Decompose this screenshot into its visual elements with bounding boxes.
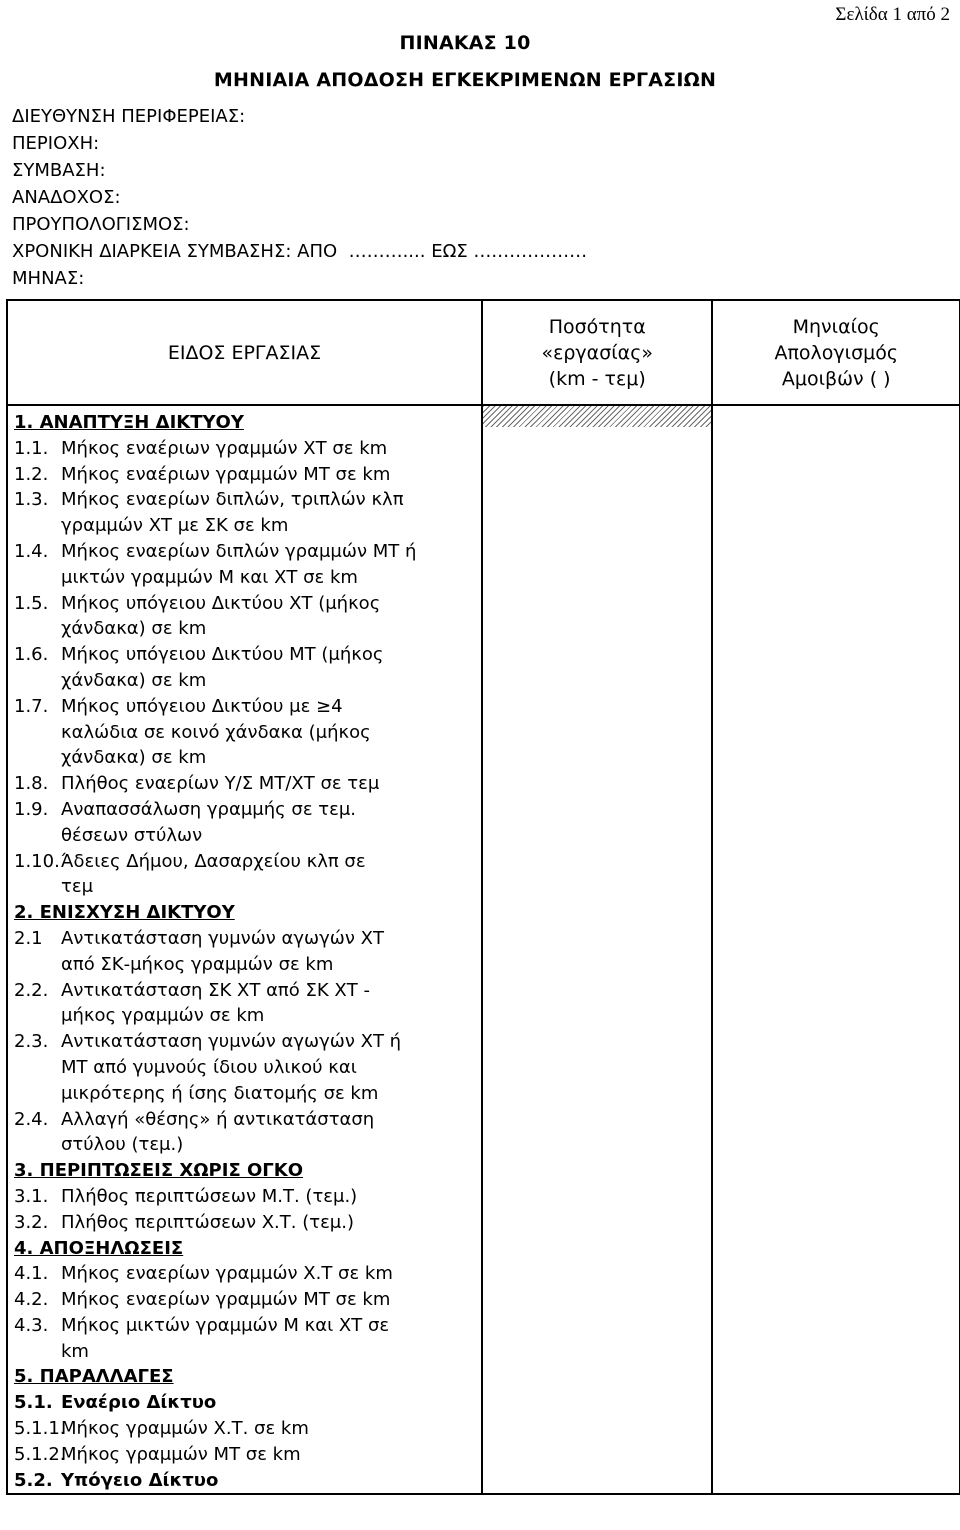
item-number: 1.10. bbox=[14, 850, 60, 872]
work-table bbox=[6, 299, 960, 1495]
info-contractor: ΑΝΑΔΟΧΟΣ: bbox=[12, 187, 121, 208]
work-item-row bbox=[14, 849, 481, 901]
section-heading-text: 5. ΠΑΡΑΛΛΑΓΕΣ bbox=[14, 1366, 174, 1388]
item-number: 3.1. bbox=[14, 1185, 49, 1207]
info-duration: ΧΡΟΝΙΚΗ ΔΙΑΡΚΕΙΑ ΣΥΜΒΑΣΗΣ: ΑΠΟ ……….... ΕΩΣ ….…………… bbox=[12, 241, 588, 262]
hatched-block bbox=[483, 406, 711, 427]
item-description: Μήκος υπόγειου Δικτύου ΜΤ (μήκος χάνδακα) σε km bbox=[61, 644, 384, 691]
header-monthly-fees: Μηνιαίος Απολογισμός Αμοιβών ( ) bbox=[712, 300, 960, 405]
item-description: Αναπασσάλωση γραμμής σε τεμ. θέσεων στύλων bbox=[61, 798, 357, 846]
item-description: Μήκος εναερίων γραμμών Χ.Τ σε km bbox=[61, 1263, 393, 1285]
contract-info-block bbox=[12, 103, 587, 292]
work-item-row bbox=[14, 694, 481, 771]
item-number: 2.1 bbox=[14, 927, 43, 949]
item-number: 1.4. bbox=[14, 540, 49, 562]
item-description: Μήκος εναερίων γραμμών ΜΤ σε km bbox=[61, 1289, 391, 1311]
info-directorate: ΔΙΕΥΘΥΝΣΗ ΠΕΡΙΦΕΡΕΙΑΣ: bbox=[12, 106, 246, 127]
info-month: ΜΗΝΑΣ: bbox=[12, 268, 85, 289]
work-item-row bbox=[14, 1287, 481, 1313]
item-description: Εναέριο Δίκτυο bbox=[61, 1392, 217, 1414]
document-title: ΜΗΝΙΑΙΑ ΑΠΟΔΟΣΗ ΕΓΚΕΚΡΙΜΕΝΩΝ ΕΡΓΑΣΙΩΝ bbox=[213, 69, 717, 91]
work-items-cell bbox=[7, 405, 482, 1494]
header-quantity: Ποσότητα «εργασίας» (km - τεμ) bbox=[482, 300, 712, 405]
fees-cell bbox=[712, 405, 960, 1494]
work-item-row bbox=[14, 487, 481, 539]
info-budget: ΠΡΟΥΠΟΛΟΓΙΣΜΟΣ: bbox=[12, 214, 190, 235]
work-item-row bbox=[14, 539, 481, 591]
work-item-row bbox=[14, 1029, 481, 1106]
item-description: Μήκος εναέριων γραμμών ΜΤ σε km bbox=[61, 463, 391, 485]
work-item-row bbox=[14, 436, 481, 462]
item-description: Άδειες Δήμου, Δασαρχείου κλπ σε τεμ bbox=[61, 850, 366, 898]
work-item-row bbox=[14, 1416, 481, 1442]
section-heading bbox=[14, 1364, 481, 1390]
item-number: 1.9. bbox=[14, 798, 49, 820]
table-body-row bbox=[7, 405, 960, 1494]
item-number: 5.1. bbox=[14, 1392, 53, 1414]
item-number: 1.8. bbox=[14, 773, 49, 795]
item-number: 3.2. bbox=[14, 1211, 49, 1233]
section-heading bbox=[14, 900, 481, 926]
quantity-cell bbox=[482, 405, 712, 1494]
work-item-row bbox=[14, 1210, 481, 1236]
work-item-row bbox=[14, 978, 481, 1030]
work-item-row bbox=[14, 642, 481, 694]
item-description: Μήκος εναερίων διπλών γραμμών ΜΤ ή μικτών γραμμών Μ και ΧΤ σε km bbox=[61, 540, 417, 588]
item-number: 4.1. bbox=[14, 1263, 49, 1285]
item-description: Μήκος εναερίων διπλών, τριπλών κλπ γραμμών ΧΤ με ΣΚ σε km bbox=[61, 489, 404, 537]
item-description: Πλήθος περιπτώσεων Χ.Τ. (τεμ.) bbox=[61, 1211, 355, 1233]
item-description: Μήκος γραμμών Χ.Τ. σε km bbox=[61, 1418, 309, 1440]
item-description: Αντικατάσταση ΣΚ ΧΤ από ΣΚ ΧΤ - μήκος γραμμών σε km bbox=[61, 979, 370, 1027]
header-work-type: ΕΙΔΟΣ ΕΡΓΑΣΙΑΣ bbox=[7, 300, 482, 405]
info-area: ΠΕΡΙΟΧΗ: bbox=[12, 133, 100, 154]
item-number: 1.1. bbox=[14, 437, 49, 459]
item-number: 1.3. bbox=[14, 489, 49, 511]
item-number: 4.3. bbox=[14, 1314, 49, 1336]
item-number: 4.2. bbox=[14, 1289, 49, 1311]
item-description: Πλήθος εναερίων Υ/Σ ΜΤ/ΧΤ σε τεμ bbox=[61, 773, 380, 795]
section-heading bbox=[14, 1236, 481, 1262]
work-item-row bbox=[14, 797, 481, 849]
item-number: 1.5. bbox=[14, 592, 49, 614]
item-number: 5.1.2. bbox=[14, 1443, 66, 1465]
section-heading-text: 2. ΕΝΙΣΧΥΣΗ ΔΙΚΤΥΟΥ bbox=[14, 902, 235, 924]
item-description: Μήκος υπόγειου Δικτύου ΧΤ (μήκος χάνδακα) σε km bbox=[61, 592, 381, 640]
item-description: Μήκος μικτών γραμμών Μ και ΧΤ σε km bbox=[61, 1314, 390, 1362]
item-number: 2.3. bbox=[14, 1031, 49, 1053]
section-heading-text: 3. ΠΕΡΙΠΤΩΣΕΙΣ ΧΩΡΙΣ ΟΓΚΟ bbox=[14, 1160, 304, 1182]
work-item-row bbox=[14, 771, 481, 797]
item-number: 2.4. bbox=[14, 1108, 49, 1130]
item-number: 1.2. bbox=[14, 463, 49, 485]
table-header-row bbox=[7, 300, 960, 405]
work-item-row bbox=[14, 926, 481, 978]
item-description: Αντικατάσταση γυμνών αγωγών ΧΤ ή ΜΤ από γυμνούς ίδιου υλικού και μικρότερης ή ίσης διατομής σε km bbox=[61, 1031, 402, 1104]
work-item-row bbox=[14, 462, 481, 488]
table-number-title: ΠΙΝΑΚΑΣ 10 bbox=[399, 32, 531, 54]
item-description: Μήκος γραμμών ΜΤ σε km bbox=[61, 1443, 301, 1465]
info-contract: ΣΥΜΒΑΣΗ: bbox=[12, 160, 106, 181]
item-description: Αντικατάσταση γυμνών αγωγών ΧΤ από ΣΚ-μήκος γραμμών σε km bbox=[61, 927, 384, 975]
work-item-row bbox=[14, 1184, 481, 1210]
item-number: 2.2. bbox=[14, 979, 49, 1001]
section-heading-text: 4. ΑΠΟΞΗΛΩΣΕΙΣ bbox=[14, 1237, 184, 1259]
item-number: 5.2. bbox=[14, 1469, 53, 1491]
item-description: Πλήθος περιπτώσεων Μ.Τ. (τεμ.) bbox=[61, 1185, 358, 1207]
work-item-row bbox=[14, 1442, 481, 1468]
section-heading-text: 1. ΑΝΑΠΤΥΞΗ ΔΙΚΤΥΟΥ bbox=[14, 412, 244, 433]
item-number: 1.6. bbox=[14, 644, 49, 666]
work-item-row bbox=[14, 591, 481, 643]
section-heading bbox=[14, 410, 481, 436]
section-heading bbox=[14, 1468, 481, 1494]
item-number: 5.1.1. bbox=[14, 1418, 66, 1440]
page-number: Σελίδα 1 από 2 bbox=[835, 4, 950, 25]
item-description: Αλλαγή «θέσης» ή αντικατάσταση στύλου (τεμ.) bbox=[61, 1108, 375, 1156]
work-item-row bbox=[14, 1261, 481, 1287]
item-description: Μήκος εναέριων γραμμών ΧΤ σε km bbox=[61, 437, 388, 459]
section-heading bbox=[14, 1390, 481, 1416]
item-description: Υπόγειο Δίκτυο bbox=[61, 1469, 219, 1491]
work-item-row bbox=[14, 1107, 481, 1159]
work-item-row bbox=[14, 1313, 481, 1365]
item-description: Μήκος υπόγειου Δικτύου με ≥4 καλώδια σε κοινό χάνδακα (μήκος χάνδακα) σε km bbox=[61, 695, 371, 769]
item-number: 1.7. bbox=[14, 695, 49, 717]
section-heading bbox=[14, 1158, 481, 1184]
